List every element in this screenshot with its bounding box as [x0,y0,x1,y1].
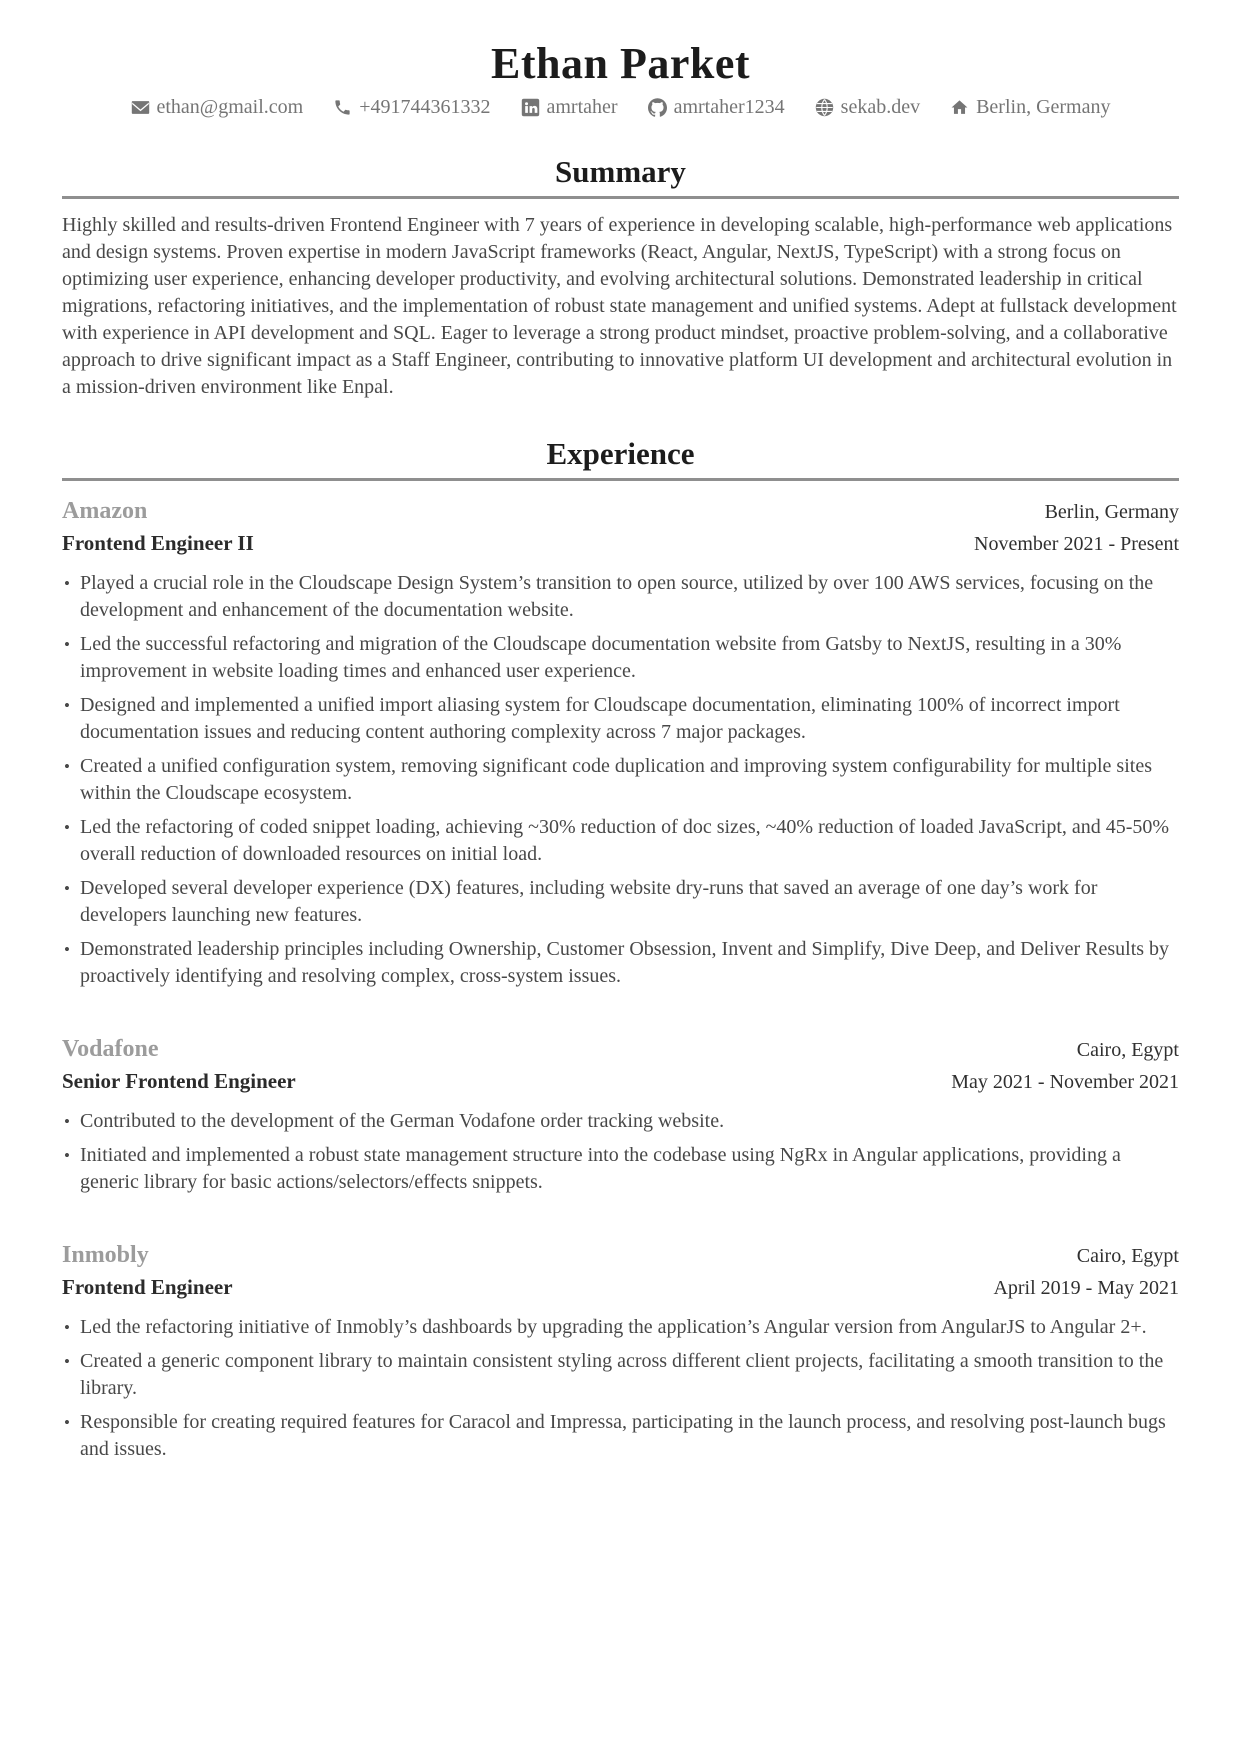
bullet-item: • Developed several developer experience (DX) features, including website dry-runs that saved an average of one day’s work for developers launching new features. [62,875,1179,929]
section-divider [62,478,1179,481]
contact-phone[interactable] [333,96,490,119]
bullet-item: • Demonstrated leadership principles including Ownership, Customer Obsession, Invent and Simplify, Dive Deep, and Deliver Results by proactively identifying and resolving complex, cross-system issues. [62,936,1179,990]
role-title: Frontend Engineer II [62,531,254,556]
home-icon [950,98,969,117]
resume-header [62,39,1179,119]
bullet-item: • Created a generic component library to maintain consistent styling across different client projects, facilitating a smooth transition to the library. [62,1348,1179,1402]
bullet-item: • Played a crucial role in the Cloudscape Design System’s transition to open source, utilized by over 100 AWS services, focusing on the development and enhancement of the documentation website. [62,570,1179,624]
section-divider [62,196,1179,199]
contact-globe[interactable] [815,96,920,119]
company-name: Amazon [62,498,148,525]
bullet-item: • Initiated and implemented a robust state management structure into the codebase using NgRx in Angular applications, providing a generic library for basic actions/selectors/effects snippets. [62,1142,1179,1196]
contact-text: amrtaher1234 [673,96,785,118]
entry-location: Berlin, Germany [1044,501,1179,524]
summary-title: Summary [555,154,686,189]
role-title: Frontend Engineer [62,1275,233,1300]
contact-email[interactable] [131,96,304,119]
contact-github[interactable] [648,96,785,119]
summary-section [62,155,1179,401]
contact-home[interactable] [950,96,1110,119]
bullet-item: • Led the refactoring of coded snippet loading, achieving ~30% reduction of doc sizes, ~40% reduction of loaded JavaScript, and 45-50% overall reduction of downloaded resources on initial load. [62,814,1179,868]
bullet-item: • Led the refactoring initiative of Inmobly’s dashboards by upgrading the application’s Angular version from AngularJS to Angular 2+. [62,1314,1179,1341]
bullet-item: • Contributed to the development of the German Vodafone order tracking website. [62,1108,1179,1135]
experience-entry [62,1242,1179,1463]
bullet-list [62,1314,1179,1463]
contact-linkedin[interactable] [521,96,618,119]
experience-title: Experience [546,436,695,472]
role-title: Senior Frontend Engineer [62,1069,296,1094]
contact-text: +491744361332 [359,96,491,118]
contact-text: Berlin, Germany [976,96,1111,118]
bullet-item: • Responsible for creating required features for Caracol and Impressa, participating in the launch process, and resolving post-launch bugs and issues. [62,1409,1179,1463]
contact-text: sekab.dev [840,96,921,118]
bullet-list [62,1108,1179,1196]
contact-text: ethan@gmail.com [156,96,304,118]
person-name: Ethan Parket [491,39,750,88]
linkedin-icon [521,98,540,117]
contact-row [62,96,1179,119]
experience-entries [62,498,1179,1463]
entry-dates: November 2021 - Present [974,533,1179,556]
bullet-list [62,570,1179,990]
experience-entry [62,1036,1179,1196]
bullet-item: • Created a unified configuration system, removing significant code duplication and improving system configurability for multiple sites within the Cloudscape ecosystem. [62,753,1179,807]
entry-dates: May 2021 - November 2021 [951,1071,1179,1094]
globe-icon [815,98,834,117]
email-icon [131,98,150,117]
experience-entry [62,498,1179,990]
phone-icon [333,98,352,117]
entry-location: Cairo, Egypt [1076,1039,1179,1062]
company-name: Vodafone [62,1036,159,1063]
bullet-item: • Led the successful refactoring and migration of the Cloudscape documentation website from Gatsby to NextJS, resulting in a 30% improvement in website loading times and enhanced user experience. [62,631,1179,685]
entry-dates: April 2019 - May 2021 [993,1277,1179,1300]
github-icon [648,98,667,117]
summary-paragraph: Highly skilled and results-driven Frontend Engineer with 7 years of experience in developing scalable, high-performance web applications and design systems. Proven expertise in modern JavaScript frameworks (React, Angular, NextJS, TypeScript) with a strong focus on optimizing user experience, enhancing developer productivity, and evolving architectural solutions. Demonstrated leadership in critical migrations, refactoring initiatives, and the implementation of robust state management and unified systems. Adept at fullstack development with experience in API development and SQL. Eager to leverage a strong product mindset, proactive problem-solving, and a collaborative approach to drive significant impact as a Staff Engineer, contributing to innovative platform UI development and architectural evolution in a mission-driven environment like Enpal. [62,214,1177,399]
contact-text: amrtaher [546,96,618,118]
entry-location: Cairo, Egypt [1076,1245,1179,1268]
bullet-item: • Designed and implemented a unified import aliasing system for Cloudscape documentation, eliminating 100% of incorrect import documentation issues and reducing content authoring complexity across 7 major packages. [62,692,1179,746]
experience-section [62,437,1179,1463]
company-name: Inmobly [62,1242,149,1269]
